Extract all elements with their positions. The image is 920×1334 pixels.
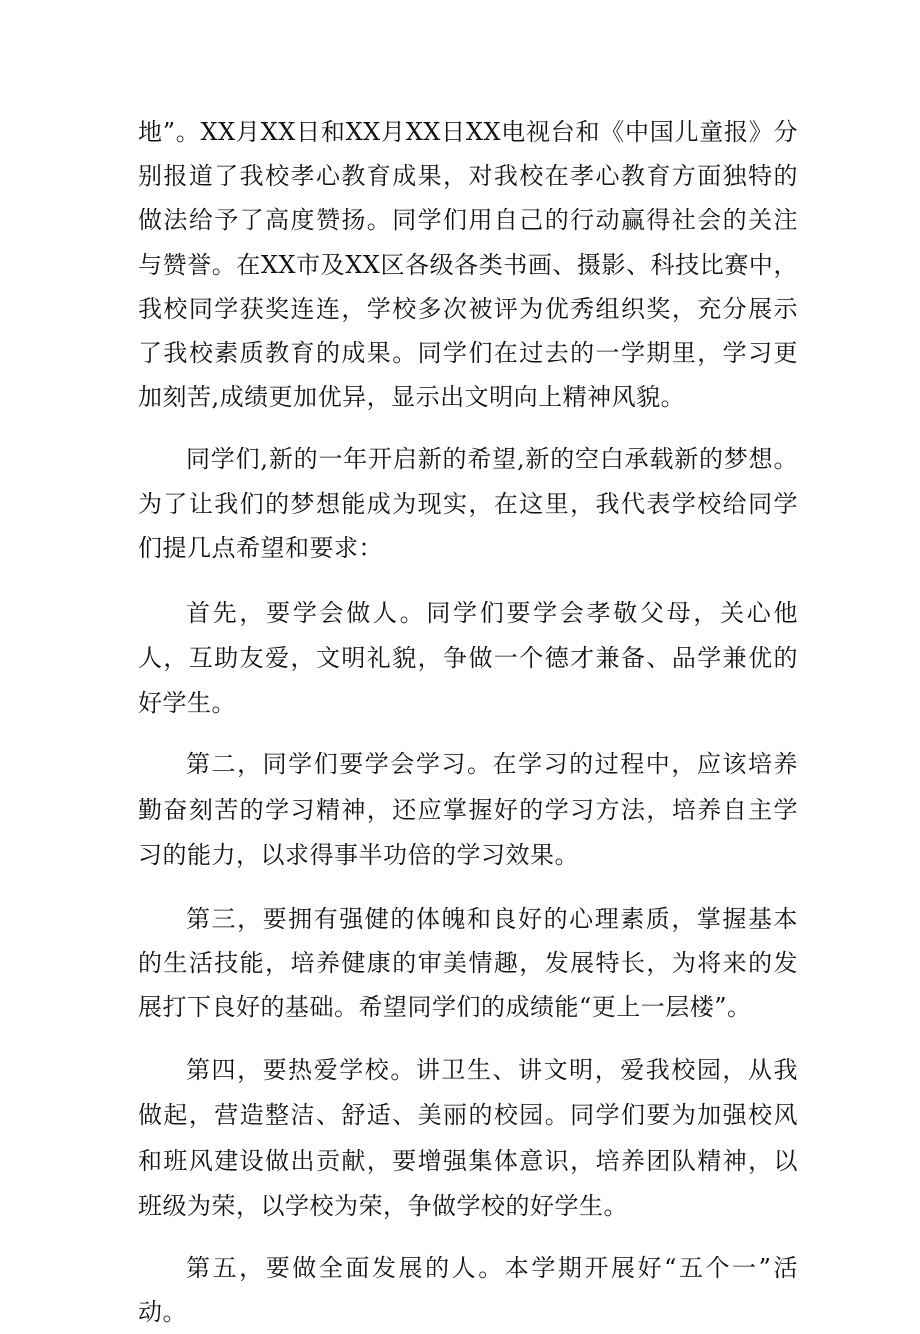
paragraph-second-requirement: 第二，同学们要学会学习。在学习的过程中，应该培养勤奋刻苦的学习精神，还应掌握好的学习方法，培养自主学习的能力，以求得事半功倍的学习效果。 <box>138 750 798 870</box>
paragraph-first-requirement: 首先，要学会做人。同学们要学会孝敬父母，关心他人，互助友爱，文明礼貌，争做一个德才兼备、品学兼优的好学生。 <box>138 599 798 718</box>
paragraph-fourth-requirement: 第四，要热爱学校。讲卫生、讲文明，爱我校园，从我做起，营造整洁、舒适、美丽的校园。同学们要为加强校风和班风建设做出贡献，要增强集体意识，培养团队精神，以班级为荣，以学校为荣，争做学校的好学生。 <box>138 1055 798 1221</box>
paragraph-continuation: 地”。XX月XX日和XX月XX日XX电视台和《中国儿童报》分别报道了我校孝心教育成果，对我校在孝心教育方面独特的做法给予了高度赞扬。同学们用自己的行动赢得社会的关注与赞誉。在XX市及XX区各级各类书画、摄影、科技比赛中，我校同学获奖连连，学校多次被评为优秀组织奖，充分展示了我校素质教育的成果。同学们在过去的一学期里，学习更加刻苦,成绩更加优异，显示出文明向上精神风貌。 <box>138 118 798 412</box>
paragraph-fifth-requirement: 第五，要做全面发展的人。本学期开展好“五个一”活动。 <box>138 1253 798 1326</box>
document-body <box>138 110 798 1334</box>
paragraph-hopes-intro: 同学们,新的一年开启新的希望,新的空白承载新的梦想。为了让我们的梦想能成为现实，在这里，我代表学校给同学们提几点希望和要求： <box>138 445 798 563</box>
paragraph-third-requirement: 第三，要拥有强健的体魄和良好的心理素质，掌握基本的生活技能，培养健康的审美情趣，发展特长，为将来的发展打下良好的基础。希望同学们的成绩能“更上一层楼”。 <box>138 904 798 1022</box>
